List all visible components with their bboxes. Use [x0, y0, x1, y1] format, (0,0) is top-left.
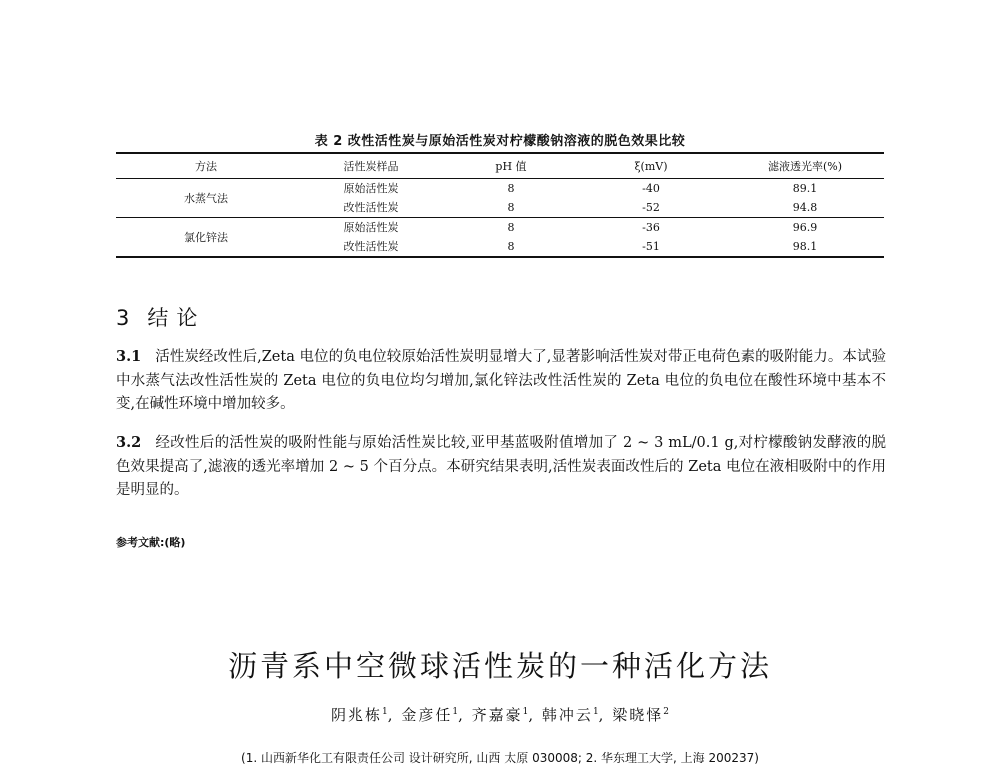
author-affiliation-mark: 1 — [382, 707, 388, 717]
author-affiliation-mark: 2 — [663, 707, 669, 717]
transmittance-cell: 94.8 — [792, 201, 818, 214]
section-heading — [116, 302, 205, 332]
zeta-cell: -36 — [642, 221, 660, 234]
references-note: 参考文献:(略) — [116, 536, 186, 549]
table-header-row — [116, 153, 884, 179]
method-cell: 水蒸气法 — [184, 191, 228, 205]
sample-cell: 原始活性炭 — [343, 221, 399, 234]
zeta-cell: -51 — [642, 240, 660, 253]
author-name: 阴兆栋 — [331, 706, 383, 724]
author-affiliation-mark: 1 — [592, 707, 599, 717]
ph-cell: 8 — [507, 240, 515, 253]
zeta-cell: -52 — [642, 201, 660, 214]
sample-cell: 改性活性炭 — [343, 201, 399, 214]
transmittance-cell: 89.1 — [792, 182, 818, 195]
author-name: 韩冲云 — [541, 706, 593, 724]
paragraph-text: 经改性后的活性炭的吸附性能与原始活性炭比较,亚甲基蓝吸附值增加了 2 ~ 3 mL/0.1 g,对柠檬酸钠发酵液的脱色效果提高了,滤液的透光率增加 2 ~ 5 个百分点。本研究结果表明,活性炭表面改性后的 Zeta 电位在液相吸附中的作用是明显的。 — [116, 435, 886, 498]
table-caption: 表 2 改性活性炭与原始活性炭对柠檬酸钠溶液的脱色效果比较 — [314, 134, 686, 149]
table-row — [116, 218, 884, 238]
paragraph-text: 活性炭经改性后,Zeta 电位的负电位较原始活性炭明显增大了,显著影响活性炭对带正电荷色素的吸附能力。本试验中水蒸气法改性活性炭的 Zeta 电位的负电位均匀增加,氯化锌法改性活性炭的 Zeta 电位的负电位在酸性环境中基本不变,在碱性环境中增加较多。 — [116, 349, 886, 412]
ph-cell: 8 — [507, 182, 515, 195]
conclusion-paragraph-2 — [116, 431, 886, 503]
method-cell: 氯化锌法 — [184, 230, 228, 244]
zeta-cell: -40 — [642, 182, 660, 195]
header-transmittance: 滤液透光率(%) — [767, 159, 843, 173]
header-ph: pH 值 — [495, 159, 527, 173]
author-affiliation-mark: 1 — [522, 707, 529, 717]
sample-cell: 原始活性炭 — [343, 182, 399, 195]
affiliation-line: (1. 山西新华化工有限责任公司 设计研究所, 山西 太原 030008; 2. 华东理工大学, 上海 200237) — [241, 751, 759, 765]
article-title: 沥青系中空微球活性炭的一种活化方法 — [227, 649, 772, 683]
section-title: 结论 — [147, 306, 206, 330]
author-name: 齐嘉豪 — [471, 706, 523, 724]
paragraph-number: 3.2 — [116, 434, 142, 451]
section-number: 3 — [116, 306, 132, 330]
author-affiliation-mark: 1 — [452, 707, 459, 717]
ph-cell: 8 — [507, 221, 515, 234]
transmittance-cell: 98.1 — [792, 240, 818, 253]
header-sample: 活性炭样品 — [343, 159, 399, 173]
paragraph-number: 3.1 — [116, 348, 142, 365]
conclusion-paragraph-1 — [116, 345, 886, 417]
ph-cell: 8 — [507, 201, 515, 214]
sample-cell: 改性活性炭 — [343, 240, 399, 253]
header-zeta: ξ(mV) — [634, 159, 668, 173]
author-name: 金彦任 — [401, 706, 453, 724]
results-table — [116, 152, 884, 258]
transmittance-cell: 96.9 — [792, 221, 818, 234]
header-method: 方法 — [195, 159, 217, 173]
table-row — [116, 179, 884, 199]
author-name: 梁晓怿 — [612, 706, 664, 724]
author-list: 阴兆栋$^1$, 金彦任$^1$, 齐嘉豪$^1$, 韩冲云$^1$, 梁晓怿$^2$ — [331, 706, 669, 724]
